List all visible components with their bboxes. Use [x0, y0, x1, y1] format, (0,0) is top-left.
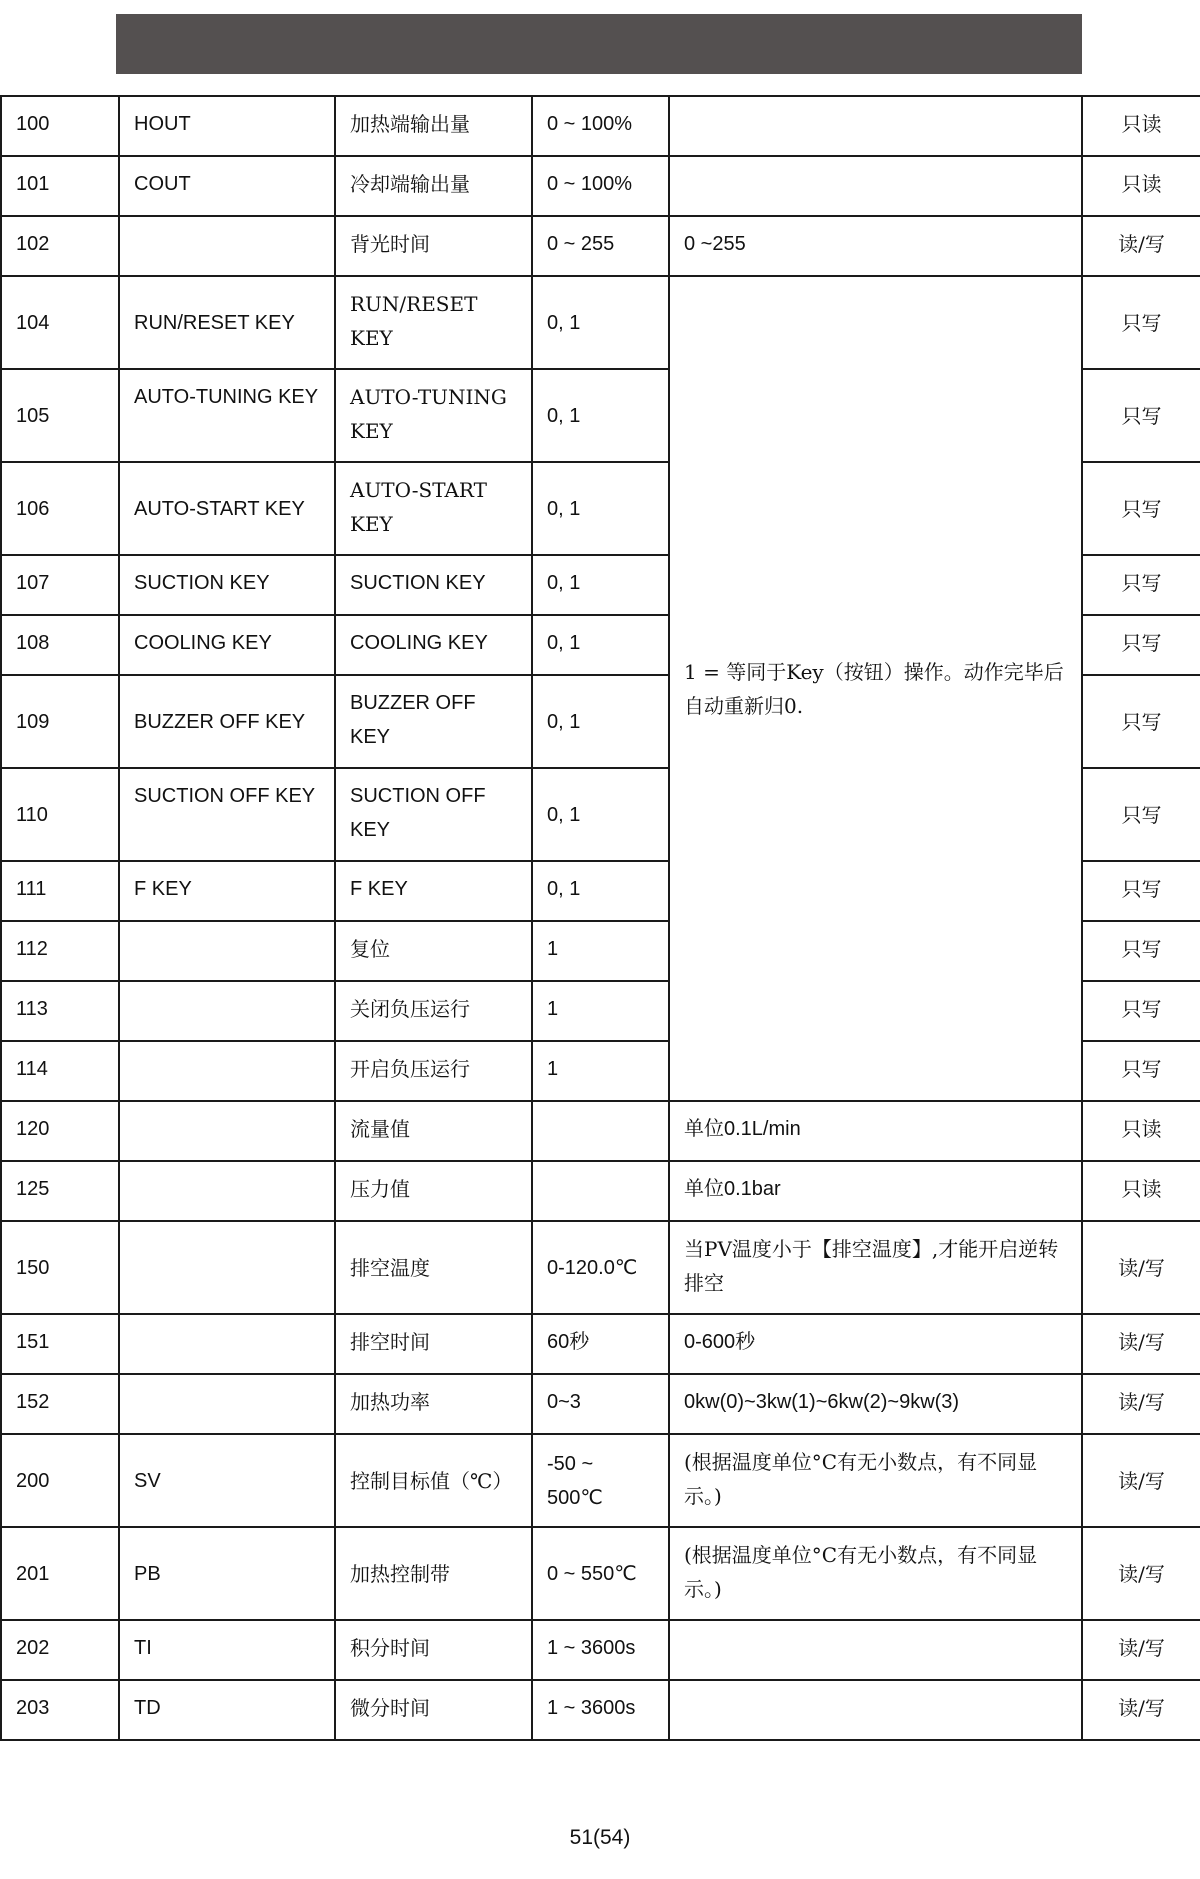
- symbol-cell: COOLING KEY: [119, 615, 335, 675]
- range-cell: 0, 1: [532, 555, 669, 615]
- address-cell: 104: [1, 276, 119, 369]
- address-cell: 200: [1, 1434, 119, 1527]
- table-row: [1, 216, 1200, 276]
- access-cell: 读/写: [1082, 1680, 1200, 1740]
- symbol-cell: [119, 1041, 335, 1101]
- name-cell: 排空温度: [335, 1221, 532, 1314]
- table-row: [1, 1221, 1200, 1314]
- symbol-cell: SUCTION KEY: [119, 555, 335, 615]
- symbol-cell: [119, 921, 335, 981]
- name-cell: COOLING KEY: [335, 615, 532, 675]
- name-cell: SUCTION KEY: [335, 555, 532, 615]
- table-row: [1, 1161, 1200, 1221]
- access-cell: 只读: [1082, 96, 1200, 156]
- symbol-cell: SV: [119, 1434, 335, 1527]
- table-row: [1, 1101, 1200, 1161]
- description-cell: (根据温度单位°C有无小数点，有不同显示。): [669, 1434, 1082, 1527]
- description-cell: 0kw(0)~3kw(1)~6kw(2)~9kw(3): [669, 1374, 1082, 1434]
- name-cell: 控制目标值（℃）: [335, 1434, 532, 1527]
- address-cell: 202: [1, 1620, 119, 1680]
- range-cell: 0~3: [532, 1374, 669, 1434]
- name-cell: 排空时间: [335, 1314, 532, 1374]
- name-cell: 加热控制带: [335, 1527, 532, 1620]
- range-cell: 1: [532, 1041, 669, 1101]
- table-row: [1, 1374, 1200, 1434]
- range-cell: 0, 1: [532, 675, 669, 768]
- address-cell: 101: [1, 156, 119, 216]
- access-cell: 只读: [1082, 1161, 1200, 1221]
- table-row: [1, 1680, 1200, 1740]
- description-cell: 单位0.1L/min: [669, 1101, 1082, 1161]
- address-cell: 112: [1, 921, 119, 981]
- address-cell: 120: [1, 1101, 119, 1161]
- range-cell: 0, 1: [532, 276, 669, 369]
- table-row: [1, 1527, 1200, 1620]
- symbol-cell: [119, 1101, 335, 1161]
- name-cell: 压力值: [335, 1161, 532, 1221]
- name-cell: RUN/RESET KEY: [335, 276, 532, 369]
- address-cell: 113: [1, 981, 119, 1041]
- address-cell: 150: [1, 1221, 119, 1314]
- symbol-cell: AUTO-TUNING KEY: [119, 369, 335, 462]
- access-cell: 只写: [1082, 861, 1200, 921]
- description-cell: 当PV温度小于【排空温度】,才能开启逆转排空: [669, 1221, 1082, 1314]
- header-bar: [116, 14, 1082, 74]
- symbol-cell: SUCTION OFF KEY: [119, 768, 335, 861]
- name-cell: 背光时间: [335, 216, 532, 276]
- symbol-cell: HOUT: [119, 96, 335, 156]
- address-cell: 114: [1, 1041, 119, 1101]
- range-cell: 1 ~ 3600s: [532, 1680, 669, 1740]
- access-cell: 只写: [1082, 981, 1200, 1041]
- name-cell: AUTO-START KEY: [335, 462, 532, 555]
- address-cell: 203: [1, 1680, 119, 1740]
- access-cell: 只写: [1082, 369, 1200, 462]
- name-cell: 复位: [335, 921, 532, 981]
- access-cell: 只读: [1082, 156, 1200, 216]
- description-cell: [669, 96, 1082, 156]
- key-description-cell: 1 = 等同于Key（按钮）操作。动作完毕后自动重新归0.: [669, 276, 1082, 1101]
- address-cell: 151: [1, 1314, 119, 1374]
- address-cell: 105: [1, 369, 119, 462]
- range-cell: [532, 1101, 669, 1161]
- range-cell: 0 ~ 100%: [532, 156, 669, 216]
- access-cell: 只写: [1082, 462, 1200, 555]
- range-cell: 0, 1: [532, 861, 669, 921]
- range-cell: 0-120.0℃: [532, 1221, 669, 1314]
- symbol-cell: [119, 981, 335, 1041]
- register-table: [0, 95, 1200, 1741]
- symbol-cell: F KEY: [119, 861, 335, 921]
- table-row: [1, 1620, 1200, 1680]
- range-cell: 0 ~ 255: [532, 216, 669, 276]
- address-cell: 106: [1, 462, 119, 555]
- name-cell: 关闭负压运行: [335, 981, 532, 1041]
- range-cell: -50 ~ 500℃: [532, 1434, 669, 1527]
- access-cell: 读/写: [1082, 1374, 1200, 1434]
- access-cell: 读/写: [1082, 216, 1200, 276]
- access-cell: 只写: [1082, 675, 1200, 768]
- name-cell: 积分时间: [335, 1620, 532, 1680]
- description-cell: [669, 1680, 1082, 1740]
- access-cell: 读/写: [1082, 1434, 1200, 1527]
- range-cell: 0 ~ 550℃: [532, 1527, 669, 1620]
- symbol-cell: RUN/RESET KEY: [119, 276, 335, 369]
- name-cell: AUTO-TUNING KEY: [335, 369, 532, 462]
- symbol-cell: TD: [119, 1680, 335, 1740]
- name-cell: 开启负压运行: [335, 1041, 532, 1101]
- access-cell: 读/写: [1082, 1620, 1200, 1680]
- description-cell: 单位0.1bar: [669, 1161, 1082, 1221]
- symbol-cell: [119, 1314, 335, 1374]
- address-cell: 100: [1, 96, 119, 156]
- table-row: [1, 156, 1200, 216]
- name-cell: BUZZER OFF KEY: [335, 675, 532, 768]
- range-cell: 0, 1: [532, 462, 669, 555]
- address-cell: 107: [1, 555, 119, 615]
- symbol-cell: BUZZER OFF KEY: [119, 675, 335, 768]
- symbol-cell: PB: [119, 1527, 335, 1620]
- access-cell: 读/写: [1082, 1221, 1200, 1314]
- access-cell: 读/写: [1082, 1314, 1200, 1374]
- range-cell: 0, 1: [532, 369, 669, 462]
- range-cell: 0, 1: [532, 615, 669, 675]
- symbol-cell: [119, 216, 335, 276]
- address-cell: 201: [1, 1527, 119, 1620]
- access-cell: 只写: [1082, 1041, 1200, 1101]
- table-row: [1, 1314, 1200, 1374]
- table-row: [1, 276, 1200, 369]
- address-cell: 125: [1, 1161, 119, 1221]
- range-cell: 0, 1: [532, 768, 669, 861]
- name-cell: F KEY: [335, 861, 532, 921]
- description-cell: (根据温度单位°C有无小数点，有不同显示。): [669, 1527, 1082, 1620]
- symbol-cell: AUTO-START KEY: [119, 462, 335, 555]
- access-cell: 只写: [1082, 276, 1200, 369]
- access-cell: 只写: [1082, 768, 1200, 861]
- access-cell: 只读: [1082, 1101, 1200, 1161]
- address-cell: 110: [1, 768, 119, 861]
- table-row: [1, 96, 1200, 156]
- table-row: [1, 1434, 1200, 1527]
- symbol-cell: TI: [119, 1620, 335, 1680]
- access-cell: 只写: [1082, 921, 1200, 981]
- address-cell: 152: [1, 1374, 119, 1434]
- description-cell: [669, 1620, 1082, 1680]
- symbol-cell: [119, 1221, 335, 1314]
- access-cell: 只写: [1082, 555, 1200, 615]
- range-cell: 1: [532, 981, 669, 1041]
- address-cell: 108: [1, 615, 119, 675]
- description-cell: 0-600秒: [669, 1314, 1082, 1374]
- access-cell: 只写: [1082, 615, 1200, 675]
- name-cell: SUCTION OFF KEY: [335, 768, 532, 861]
- range-cell: 1 ~ 3600s: [532, 1620, 669, 1680]
- address-cell: 102: [1, 216, 119, 276]
- name-cell: 加热功率: [335, 1374, 532, 1434]
- range-cell: 1: [532, 921, 669, 981]
- range-cell: 0 ~ 100%: [532, 96, 669, 156]
- description-cell: 0 ~255: [669, 216, 1082, 276]
- range-cell: 60秒: [532, 1314, 669, 1374]
- address-cell: 111: [1, 861, 119, 921]
- symbol-cell: COUT: [119, 156, 335, 216]
- access-cell: 读/写: [1082, 1527, 1200, 1620]
- page-number: 51(54): [569, 1826, 631, 1849]
- range-cell: [532, 1161, 669, 1221]
- name-cell: 加热端输出量: [335, 96, 532, 156]
- name-cell: 微分时间: [335, 1680, 532, 1740]
- symbol-cell: [119, 1161, 335, 1221]
- name-cell: 冷却端输出量: [335, 156, 532, 216]
- symbol-cell: [119, 1374, 335, 1434]
- name-cell: 流量值: [335, 1101, 532, 1161]
- address-cell: 109: [1, 675, 119, 768]
- description-cell: [669, 156, 1082, 216]
